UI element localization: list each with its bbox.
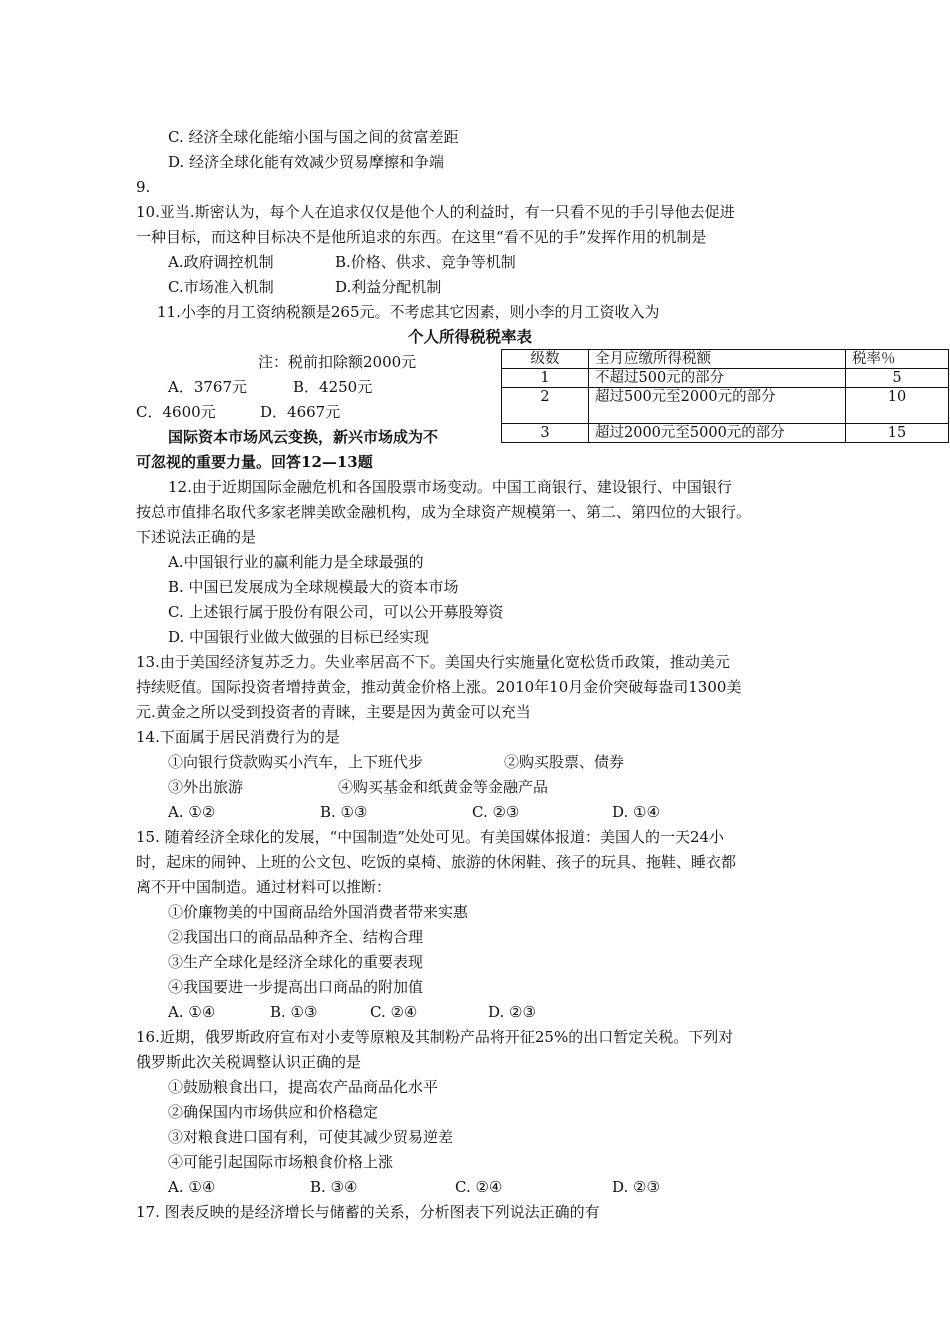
table-row — [502, 424, 949, 443]
option-d-q11: D．4667元 — [260, 403, 341, 421]
statement-3-q16: ③对粮食进口国有利，可使其减少贸易逆差 — [168, 1128, 454, 1146]
table-row — [502, 369, 949, 388]
statement-2-q14: ②购买股票、债券 — [504, 753, 625, 771]
statement-1-q15: ①价廉物美的中国商品给外国消费者带来实惠 — [168, 903, 469, 921]
question-12-prompt: 下述说法正确的是 — [136, 528, 257, 546]
option-a-q10: A.政府调控机制 — [168, 253, 274, 271]
table-header-cell: 税率％ — [846, 350, 949, 369]
option-a-q12: A.中国银行业的赢利能力是全球最强的 — [168, 553, 424, 571]
question-15-stem: 15. 随着经济全球化的发展，“中国制造”处处可见。有美国媒体报道：美国人的一天24小 — [136, 828, 725, 846]
option-b-q15: B. ①③ — [270, 1003, 318, 1021]
table-cell: 2 — [502, 388, 589, 424]
question-11-stem: 11.小李的月工资纳税额是265元。不考虑其它因素，则小李的月工资收入为 — [157, 303, 660, 321]
option-b-q14: B. ①③ — [320, 803, 368, 821]
table-header-cell: 级数 — [502, 350, 589, 369]
option-b-q10: B.价格、供求、竞争等机制 — [335, 253, 516, 271]
option-d-q8: D. 经济全球化能有效减少贸易摩擦和争端 — [168, 153, 445, 171]
table-cell: 5 — [846, 369, 949, 388]
question-10-stem-cont: 一种目标，而这种目标决不是他所追求的东西。在这里“看不见的手”发挥作用的机制是 — [136, 228, 707, 246]
table-cell: 1 — [502, 369, 589, 388]
option-a-q11: A．3767元 — [168, 378, 248, 396]
question-15-prompt: 离不开中国制造。通过材料可以推断： — [136, 878, 392, 896]
option-b-q12: B. 中国已发展成为全球规模最大的资本市场 — [168, 578, 459, 596]
option-d-q15: D. ②③ — [488, 1003, 536, 1021]
option-c-q12: C. 上述银行属于股份有限公司，可以公开募股筹资 — [168, 603, 504, 621]
material-intro: 国际资本市场风云变换，新兴市场成为不 — [168, 428, 439, 446]
table-cell: 10 — [846, 388, 949, 424]
table-cell: 15 — [846, 424, 949, 443]
statement-4-q14: ④购买基金和纸黄金等金融产品 — [338, 778, 549, 796]
option-c-q16: C. ②④ — [455, 1178, 503, 1196]
material-intro-cont: 可忽视的重要力量。回答12—13题 — [136, 453, 373, 471]
table-cell: 超过500元至2000元的部分 — [589, 388, 846, 424]
option-c-q10: C.市场准入机制 — [168, 278, 274, 296]
tax-rate-table — [501, 349, 949, 443]
statement-3-q15: ③生产全球化是经济全球化的重要表现 — [168, 953, 424, 971]
table-row — [502, 388, 949, 424]
table-cell: 3 — [502, 424, 589, 443]
table-cell: 不超过500元的部分 — [589, 369, 846, 388]
statement-2-q16: ②确保国内市场供应和价格稳定 — [168, 1103, 379, 1121]
statement-3-q14: ③外出旅游 — [168, 778, 244, 796]
option-c-q8: C. 经济全球化能缩小国与国之间的贫富差距 — [168, 128, 459, 146]
option-c-q11: C．4600元 — [136, 403, 216, 421]
statement-2-q15: ②我国出口的商品品种齐全、结构合理 — [168, 928, 424, 946]
option-a-q16: A. ①④ — [168, 1178, 216, 1196]
tax-table-note: 注：税前扣除额2000元 — [258, 353, 417, 371]
question-12-stem-cont: 按总市值排名取代多家老牌美欧金融机构，成为全球资产规模第一、第二、第四位的大银行。 — [136, 503, 752, 521]
question-9: 9. — [136, 178, 151, 196]
question-16-stem-cont: 俄罗斯此次关税调整认识正确的是 — [136, 1053, 362, 1071]
question-10-stem: 10.亚当.斯密认为，每个人在追求仅仅是他个人的利益时，有一只看不见的手引导他去促进 — [136, 203, 735, 221]
tax-table-title: 个人所得税税率表 — [408, 327, 533, 346]
statement-4-q15: ④我国要进一步提高出口商品的附加值 — [168, 978, 424, 996]
option-a-q14: A. ①② — [168, 803, 216, 821]
question-12-stem: 12.由于近期国际金融危机和各国股票市场变动。中国工商银行、建设银行、中国银行 — [168, 478, 732, 496]
statement-1-q14: ①向银行贷款购买小汽车，上下班代步 — [168, 753, 424, 771]
option-d-q12: D. 中国银行业做大做强的目标已经实现 — [168, 628, 430, 646]
option-d-q16: D. ②③ — [612, 1178, 660, 1196]
option-d-q10: D.利益分配机制 — [335, 278, 442, 296]
option-c-q15: C. ②④ — [370, 1003, 418, 1021]
table-header-row — [502, 350, 949, 369]
statement-1-q16: ①鼓励粮食出口，提高农产品商品化水平 — [168, 1078, 439, 1096]
option-b-q16: B. ③④ — [310, 1178, 358, 1196]
statement-4-q16: ④可能引起国际市场粮食价格上涨 — [168, 1153, 394, 1171]
question-17-stem: 17. 图表反映的是经济增长与储蓄的关系，分析图表下列说法正确的有 — [136, 1203, 600, 1221]
question-16-stem: 16.近期，俄罗斯政府宣布对小麦等原粮及其制粉产品将开征25%的出口暂定关税。下列对 — [136, 1028, 734, 1046]
option-b-q11: B．4250元 — [293, 378, 373, 396]
option-a-q15: A. ①④ — [168, 1003, 216, 1021]
question-14-stem: 14.下面属于居民消费行为的是 — [136, 728, 340, 746]
question-15-stem-cont: 时，起床的闹钟、上班的公文包、吃饭的桌椅、旅游的休闲鞋、孩子的玩具、拖鞋、睡衣都 — [136, 853, 737, 871]
option-c-q14: C. ②③ — [472, 803, 520, 821]
question-13-stem-cont: 持续贬值。国际投资者增持黄金，推动黄金价格上涨。2010年10月金价突破每盎司1300美 — [136, 678, 742, 696]
table-header-cell: 全月应缴所得税额 — [589, 350, 846, 369]
question-13-prompt: 元.黄金之所以受到投资者的青睐，主要是因为黄金可以充当 — [136, 703, 531, 721]
question-13-stem: 13.由于美国经济复苏乏力。失业率居高不下。美国央行实施量化宽松货币政策，推动美元 — [136, 653, 730, 671]
option-d-q14: D. ①④ — [612, 803, 660, 821]
table-cell: 超过2000元至5000元的部分 — [589, 424, 846, 443]
